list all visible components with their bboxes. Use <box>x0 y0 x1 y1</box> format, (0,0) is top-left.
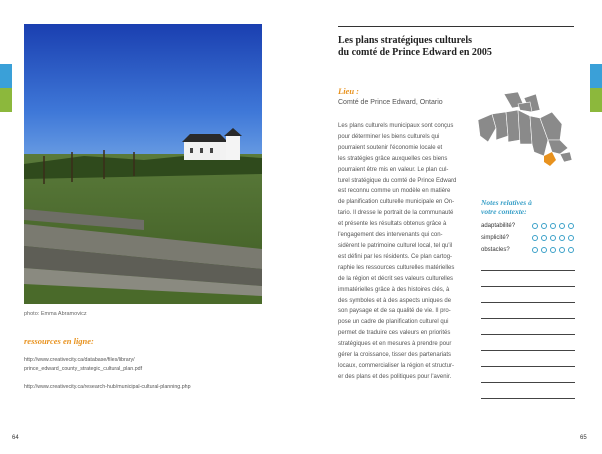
notes-title <box>481 198 532 216</box>
body-line: gérer la croissance, tisser des partenariats <box>338 352 452 359</box>
rating-circles[interactable] <box>532 247 577 253</box>
rating-circles[interactable] <box>532 223 577 229</box>
lieu-value: Comté de Prince Edward, Ontario <box>338 99 443 106</box>
rating-circle-icon[interactable] <box>541 235 547 241</box>
note-line[interactable] <box>481 270 575 271</box>
note-line[interactable] <box>481 334 575 335</box>
canada-map <box>474 90 578 190</box>
body-line: pour déterminer les biens culturels qui <box>338 133 440 140</box>
rating-circle-icon[interactable] <box>550 247 556 253</box>
notes-title-line2: votre contexte: <box>481 207 527 216</box>
body-text <box>338 121 464 383</box>
resources-title: ressources en ligne: <box>24 336 94 346</box>
note-line[interactable] <box>481 302 575 303</box>
lieu-title: Lieu : <box>338 86 360 96</box>
body-line: est reconnu comme un modèle en matière <box>338 188 451 195</box>
body-line: des symboles et à des aspects uniques de <box>338 297 452 304</box>
resource-link-1a[interactable]: http://www.creativecity.ca/database/files/library/ <box>24 357 135 363</box>
page-number-right: 65 <box>580 435 587 441</box>
body-line: pourraient être mis en valeur. Le plan cul- <box>338 166 449 173</box>
rating-simplicite <box>481 234 581 246</box>
rating-circle-icon[interactable] <box>532 247 538 253</box>
resource-link-1b[interactable]: prince_edward_county_strategic_cultural_plan.pdf <box>24 366 143 372</box>
page-number-left: 64 <box>12 435 19 441</box>
page-title <box>338 35 578 59</box>
body-line: de la région et décrit ses valeurs culturelles <box>338 275 454 282</box>
photo-caption: photo: Emma Abramovicz <box>24 311 87 317</box>
note-line[interactable] <box>481 286 575 287</box>
resource-link-2[interactable]: http://www.creativecity.ca/research-hub/municipal-cultural-planning.php <box>24 384 191 390</box>
rating-adaptabilite <box>481 222 581 234</box>
note-line[interactable] <box>481 366 575 367</box>
rating-circle-icon[interactable] <box>532 235 538 241</box>
landscape-photo <box>24 24 262 304</box>
body-line: est défini par les résidents. Ce plan cartog- <box>338 253 453 260</box>
rating-obstacles <box>481 246 581 258</box>
body-line: raphie les ressources culturelles matérielles <box>338 264 455 271</box>
left-tab-blue <box>0 64 12 88</box>
page-title-line1: Les plans stratégiques culturels <box>338 35 472 46</box>
body-line: permet de traduire ces valeurs en priorités <box>338 330 451 337</box>
body-line: sidèrent le patrimoine culturel local, tel qu'il <box>338 242 453 249</box>
body-line: turel stratégique du comté de Prince Edward <box>338 177 457 184</box>
note-line[interactable] <box>481 382 575 383</box>
right-tab-blue <box>590 64 602 88</box>
body-line: de planification culturelle municipale en On- <box>338 199 455 206</box>
body-line: son paysage et de sa qualité de vie. Il pro- <box>338 308 451 315</box>
body-line: pourraient soutenir l'économie locale et <box>338 144 443 151</box>
left-tab-green <box>0 88 12 112</box>
note-line[interactable] <box>481 318 575 319</box>
rating-circle-icon[interactable] <box>541 223 547 229</box>
rating-circle-icon[interactable] <box>532 223 538 229</box>
rating-circle-icon[interactable] <box>568 223 574 229</box>
rating-circle-icon[interactable] <box>568 235 574 241</box>
body-line: Les plans culturels municipaux sont conçus <box>338 123 454 129</box>
body-line: et présente les résultats obtenus grâce à <box>338 221 447 228</box>
body-line: les stratégies grâce auxquelles ces biens <box>338 155 448 162</box>
title-rule <box>338 26 574 27</box>
rating-label: adaptabilité? <box>481 223 516 229</box>
page-title-line2: du comté de Prince Edward en 2005 <box>338 47 492 58</box>
rating-circle-icon[interactable] <box>541 247 547 253</box>
body-line: tario. Il dresse le portrait de la communauté <box>338 210 454 217</box>
body-line: immatérielles grâce à des histoires clés, à <box>338 286 450 293</box>
rating-circle-icon[interactable] <box>550 223 556 229</box>
rating-label: simplicité? <box>481 235 510 241</box>
body-line: pose un cadre de planification culturel qui <box>338 319 449 326</box>
rating-circle-icon[interactable] <box>559 247 565 253</box>
rating-circle-icon[interactable] <box>559 223 565 229</box>
body-line: stratégiques et en mesures à prendre pour <box>338 341 452 348</box>
rating-circle-icon[interactable] <box>550 235 556 241</box>
rating-circle-icon[interactable] <box>568 247 574 253</box>
body-line: er des plans et des politiques pour l'avenir. <box>338 373 452 380</box>
body-line: locaux, commercialiser la région et structur- <box>338 362 455 369</box>
body-line: l'engagement des intervenants qui con- <box>338 232 443 239</box>
notes-title-line1: Notes relatives à <box>481 198 532 207</box>
rating-circles[interactable] <box>532 235 577 241</box>
rating-label: obstacles? <box>481 247 510 253</box>
right-tab-green <box>590 88 602 112</box>
note-line[interactable] <box>481 350 575 351</box>
note-line[interactable] <box>481 398 575 399</box>
rating-circle-icon[interactable] <box>559 235 565 241</box>
